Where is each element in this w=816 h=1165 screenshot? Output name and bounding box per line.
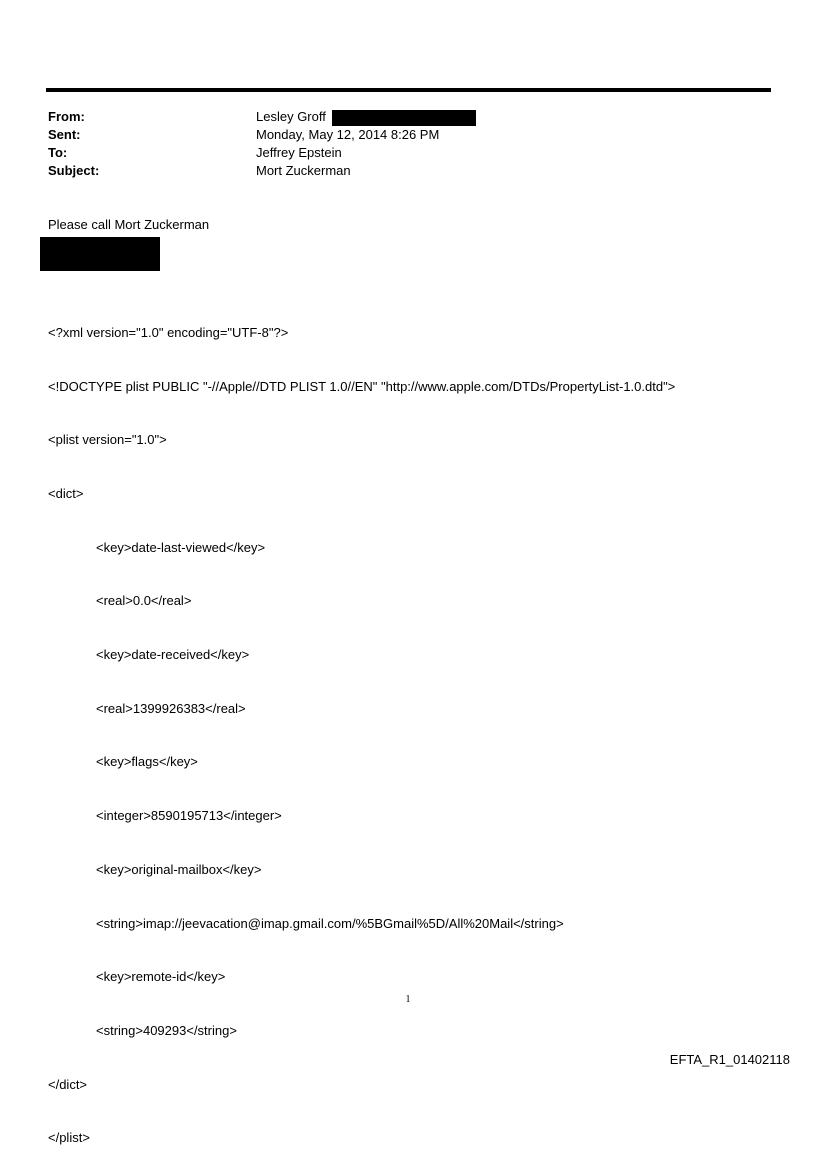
- plist-line: <string>409293</string>: [96, 1022, 237, 1038]
- plist-line: <plist version="1.0">: [48, 432, 167, 448]
- from-label: From:: [48, 109, 85, 124]
- plist-line: <real>1399926383</real>: [96, 700, 246, 716]
- subject-value: Mort Zuckerman: [256, 163, 351, 178]
- plist-line: <integer>8590195713</integer>: [96, 808, 282, 824]
- plist-line: <key>date-received</key>: [96, 647, 250, 663]
- plist-line: <!DOCTYPE plist PUBLIC "-//Apple//DTD PLIST 1.0//EN" "http://www.apple.com/DTDs/PropertyList-1.0.dtd">: [48, 378, 676, 394]
- plist-line: <key>remote-id</key>: [96, 969, 226, 985]
- plist-line: <?xml version="1.0" encoding="UTF-8"?>: [48, 324, 289, 340]
- sent-value: Monday, May 12, 2014 8:26 PM: [256, 127, 440, 142]
- plist-line: <key>date-last-viewed</key>: [96, 539, 266, 555]
- to-value: Jeffrey Epstein: [256, 145, 342, 160]
- header-rule: [46, 88, 771, 92]
- document-id: EFTA_R1_01402118: [669, 1052, 790, 1067]
- plist-line: </plist>: [48, 1130, 90, 1146]
- plist-line: <dict>: [48, 485, 84, 501]
- subject-label: Subject:: [48, 163, 100, 178]
- sent-label: Sent:: [48, 127, 81, 142]
- plist-line: <real>0.0</real>: [96, 593, 192, 609]
- plist-line: <key>original-mailbox</key>: [96, 861, 262, 877]
- redaction-block: [40, 237, 160, 271]
- plist-line: <key>flags</key>: [96, 754, 198, 770]
- page-number: 1: [405, 994, 411, 1005]
- redaction-box: [332, 110, 476, 126]
- plist-line: </dict>: [48, 1076, 88, 1092]
- from-value: Lesley Groff: [256, 109, 326, 124]
- plist-block: [48, 288, 675, 1165]
- to-label: To:: [48, 145, 68, 160]
- email-body: Please call Mort Zuckerman: [48, 217, 210, 232]
- plist-line: <string>imap://jeevacation@imap.gmail.com/%5BGmail%5D/All%20Mail</string>: [96, 915, 564, 931]
